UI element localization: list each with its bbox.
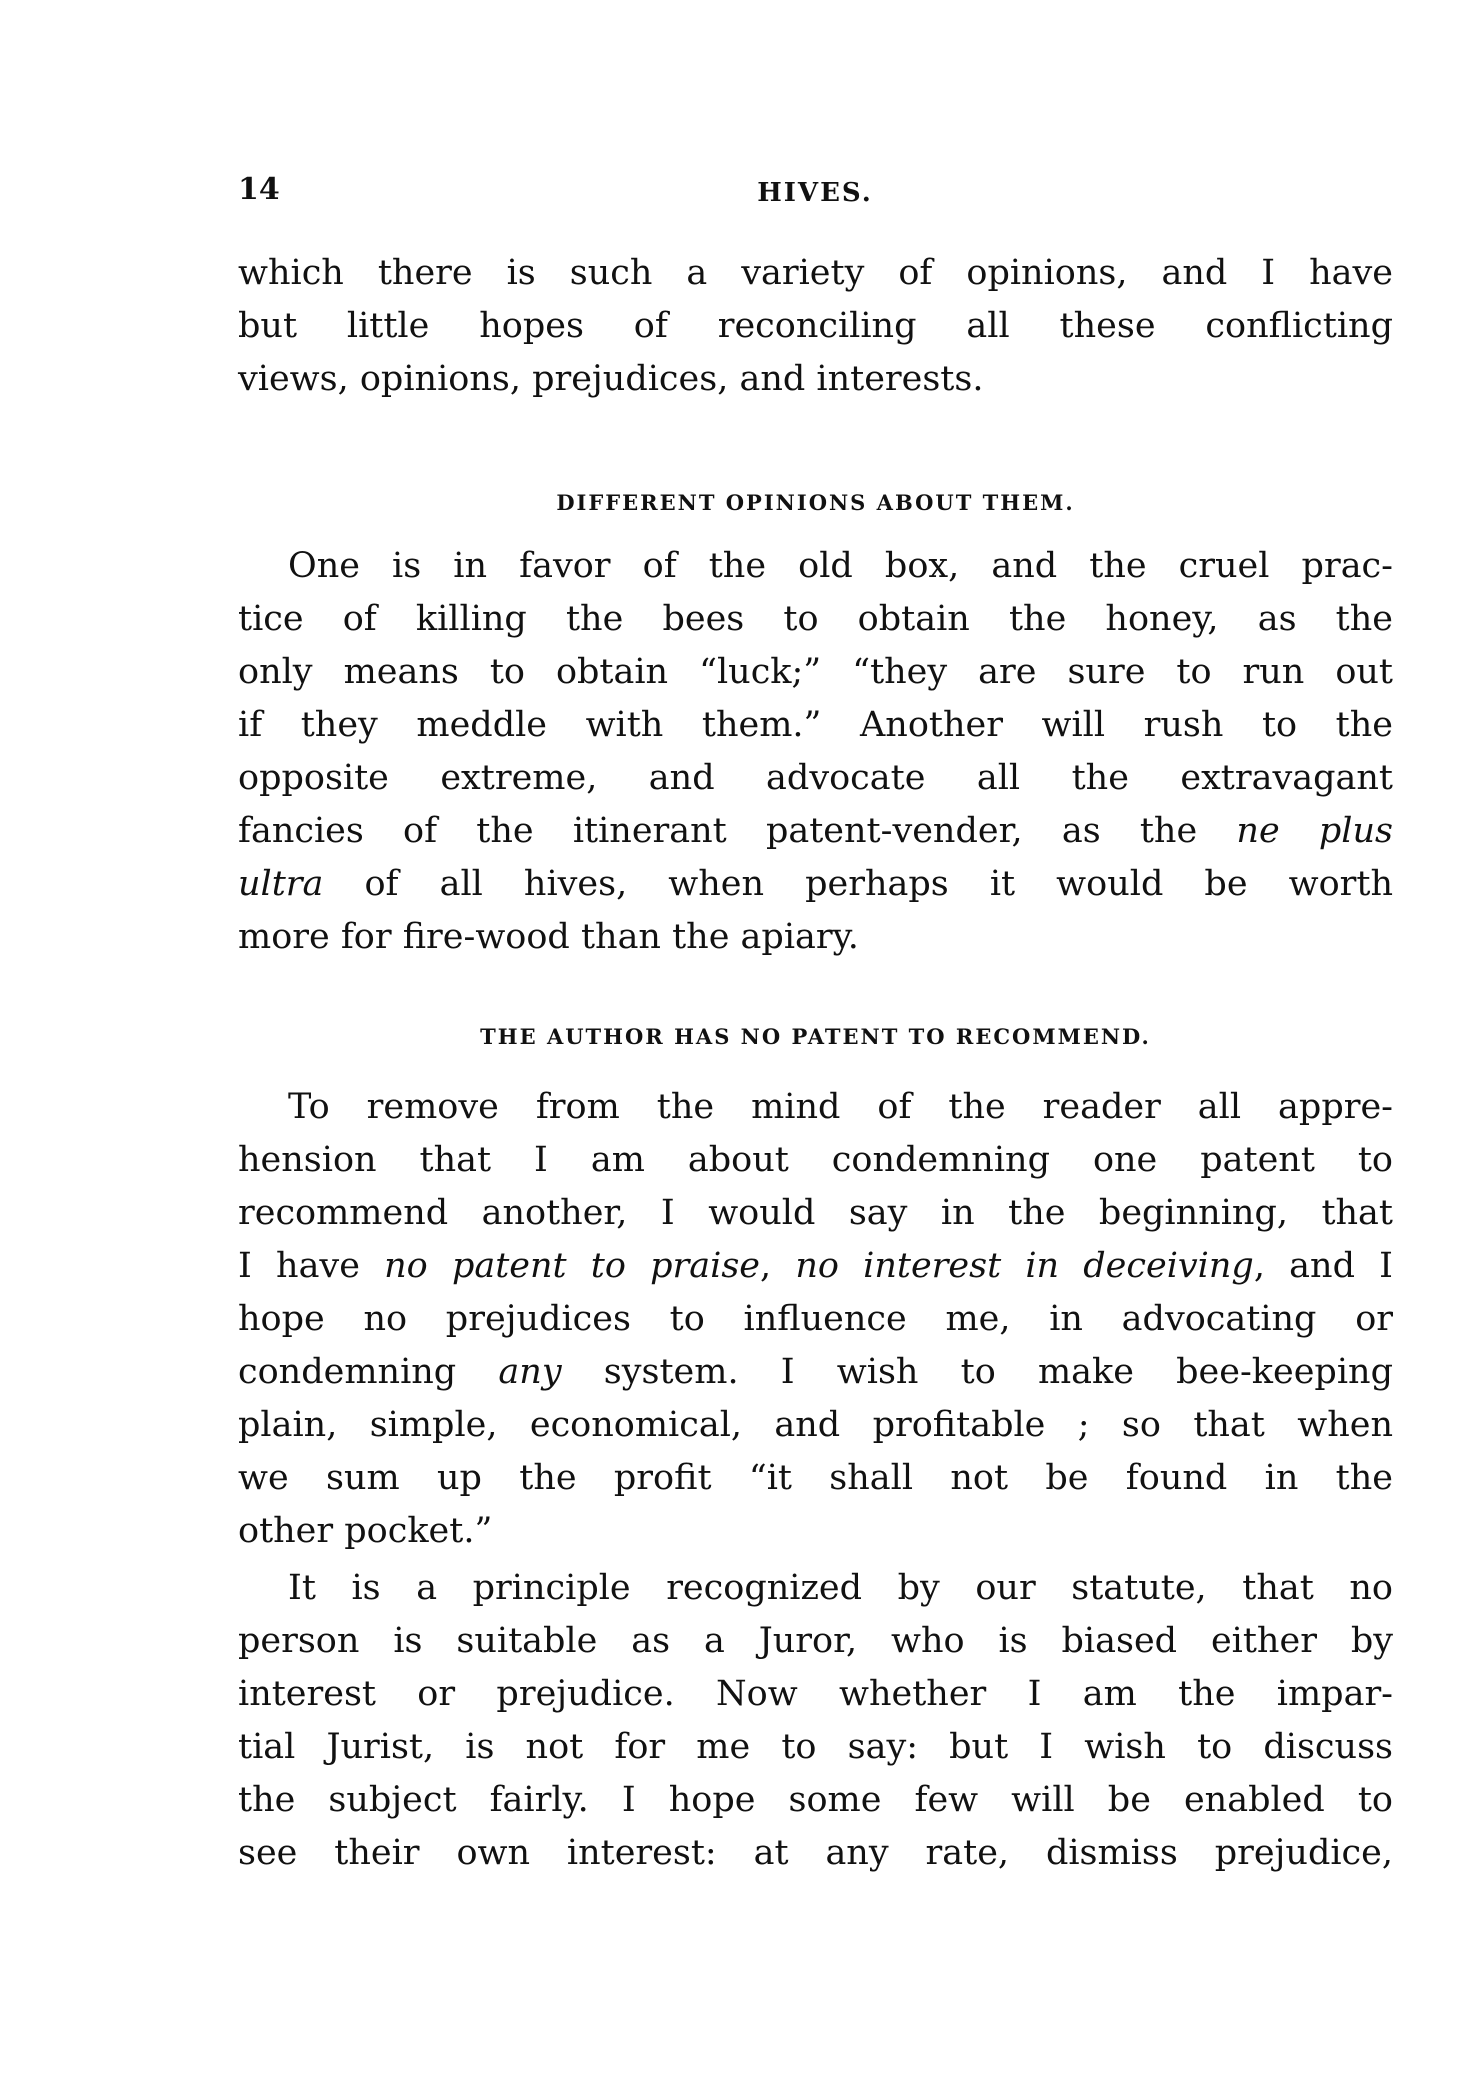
text-line: we sum up the profit “it shall not be found in the xyxy=(238,1458,1393,1498)
text-line: I have no patent to praise, no interest in deceiving, and I xyxy=(238,1246,1393,1286)
text-line: the subject fairly. I hope some few will be enabled to xyxy=(238,1780,1393,1820)
text-line: recommend another, I would say in the beginning, that xyxy=(238,1193,1393,1233)
text-line: It is a principle recognized by our statute, that no xyxy=(288,1568,1393,1608)
paragraph xyxy=(238,540,1393,964)
section-heading: DIFFERENT OPINIONS ABOUT THEM. xyxy=(556,490,1075,515)
text-line: To remove from the mind of the reader all appre- xyxy=(288,1087,1393,1127)
page-number: 14 xyxy=(238,172,280,207)
text-line: which there is such a variety of opinions, and I have xyxy=(238,253,1393,293)
text-line: tial Jurist, is not for me to say: but I wish to discuss xyxy=(238,1727,1393,1767)
section-heading: THE AUTHOR HAS NO PATENT TO RECOMMEND. xyxy=(480,1024,1151,1049)
text-line: hope no prejudices to influence me, in advocating or xyxy=(238,1299,1393,1339)
text-line: condemning any system. I wish to make bee-keeping xyxy=(238,1352,1393,1392)
text-line: tice of killing the bees to obtain the honey, as the xyxy=(238,599,1393,639)
paragraph xyxy=(238,1081,1393,1558)
paragraph xyxy=(238,1562,1393,1880)
text-line: see their own interest: at any rate, dismiss prejudice, xyxy=(238,1833,1393,1873)
running-head: HIVES. xyxy=(757,178,873,208)
text-line: other pocket.” xyxy=(238,1511,493,1551)
text-line: plain, simple, economical, and profitable ; so that when xyxy=(238,1405,1393,1445)
text-line: opposite extreme, and advocate all the extravagant xyxy=(238,758,1393,798)
text-line: interest or prejudice. Now whether I am the impar- xyxy=(238,1674,1393,1714)
text-line: only means to obtain “luck;” “they are sure to run out xyxy=(238,652,1393,692)
text-line: more for fire-wood than the apiary. xyxy=(238,917,859,957)
intro-paragraph xyxy=(238,247,1393,406)
text-line: views, opinions, prejudices, and interests. xyxy=(238,359,984,399)
text-line: if they meddle with them.” Another will rush to the xyxy=(238,705,1393,745)
text-line: hension that I am about condemning one patent to xyxy=(238,1140,1393,1180)
text-line: but little hopes of reconciling all these conflicting xyxy=(238,306,1393,346)
text-line: One is in favor of the old box, and the cruel prac- xyxy=(288,546,1393,586)
text-line: ultra of all hives, when perhaps it would be worth xyxy=(238,864,1393,904)
text-line: person is suitable as a Juror, who is biased either by xyxy=(238,1621,1393,1661)
text-line: fancies of the itinerant patent-vender, as the ne plus xyxy=(238,811,1393,851)
